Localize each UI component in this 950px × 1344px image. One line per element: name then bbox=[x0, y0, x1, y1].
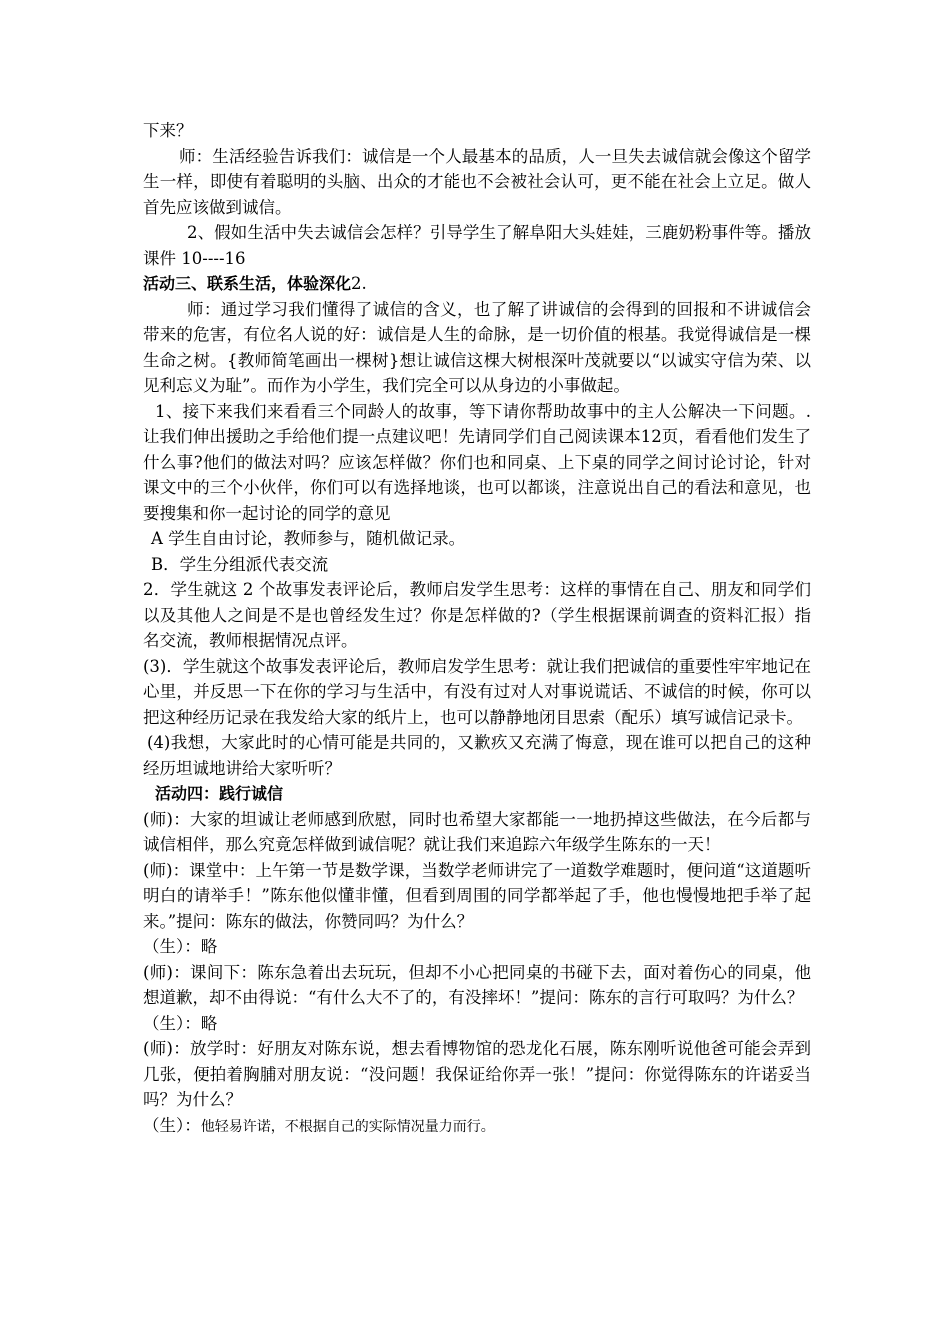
paragraph-student-reply-2: （生）：略 bbox=[143, 1013, 218, 1033]
document-body bbox=[143, 118, 811, 1140]
paragraph-stories: 1、接下来我们来看看三个同龄人的故事，等下请你帮助故事中的主人公解决一下问题。.让我们伸出援助之手给他们提一点建议吧！先请同学们自己阅读课本12页，看看他们发生了什么事?他们的做法对吗？应该怎样做？你们也和同桌、上下桌的同学之间讨论讨论，针对课文中的三个小伙伴，你们可以有选择地谈，也可以都谈，注意说出自己的看法和意见，也要搜集和你一起讨论的同学的意见 bbox=[143, 401, 811, 523]
paragraph-teacher-dismissal: (师)：放学时：好朋友对陈东说，想去看博物馆的恐龙化石展，陈东刚听说他爸可能会弄到几张，便拍着胸脯对朋友说：“没问题！我保证给你弄一张！”提问：你觉得陈东的许诺妥当吗？为什么？ bbox=[143, 1039, 811, 1109]
paragraph-teacher-summary: 师：生活经验告诉我们：诚信是一个人最基本的品质，人一旦失去诚信就会像这个留学生一样，即使有着聪明的头脑、出众的才能也不会被社会认可，更不能在社会上立足。做人首先应该做到诚信。 bbox=[143, 146, 811, 217]
paragraph-question-2: 2、假如生活中失去诚信会怎样？引导学生了解阜阳大头娃娃，三鹿奶粉事件等。播放课件 10----16 bbox=[143, 223, 811, 268]
paragraph-step-3: (3)．学生就这个故事发表评论后，教师启发学生思考：就让我们把诚信的重要性牢牢地记在心里，并反思一下在你的学习与生活中，有没有过对人对事说谎话、不诚信的时候，你可以把这种经历记录在我发给大家的纸片上，也可以静静地闭目思索（配乐）填写诚信记录卡。 bbox=[143, 656, 811, 727]
paragraph-teacher-tree: 师：通过学习我们懂得了诚信的含义，也了解了讲诚信的会得到的回报和不讲诚信会带来的危害，有位名人说的好：诚信是人生的命脉，是一切价值的根基。我觉得诚信是一棵生命之树。{教师简笔画出一棵树}想让诚信这棵大树根深叶茂就要以“以诚实守信为荣、以见利忘义为耻”。而作为小学生，我们完全可以从身边的小事做起。 bbox=[143, 299, 811, 395]
activity-four-heading: 活动四：践行诚信 bbox=[155, 784, 284, 803]
paragraph-teacher-class: (师)：课堂中：上午第一节是数学课，当数学老师讲完了一道数学难题时，便问道“这道题听明白的请举手！”陈东他似懂非懂，但看到周围的同学都举起了手，他也慢慢地把手举了起来。”提问：陈东的做法，你赞同吗？为什么？ bbox=[143, 860, 811, 931]
activity-three-number: 2. bbox=[351, 274, 367, 293]
activity-three-heading bbox=[143, 271, 811, 297]
paragraph-item-a: A 学生自由讨论，教师参与，随机做记录。 bbox=[151, 529, 466, 548]
paragraph-teacher-intro: (师)：大家的坦诚让老师感到欣慰，同时也希望大家都能一一地扔掉这些做法，在今后都与诚信相伴，那么究竟怎样做到诚信呢？就让我们来追踪六年级学生陈东的一天！ bbox=[143, 809, 811, 854]
student-label: （生）： bbox=[143, 1115, 201, 1135]
student-answer: 他轻易许诺，不根据自己的实际情况量力而行。 bbox=[200, 1118, 495, 1135]
paragraph-student-reply-1: （生）：略 bbox=[143, 937, 218, 956]
paragraph-continuation: 下来？ bbox=[143, 121, 193, 140]
paragraph-step-4: (4)我想，大家此时的心情可能是共同的，又歉疚又充满了悔意，现在谁可以把自己的这种经历坦诚地讲给大家听听？ bbox=[143, 733, 811, 778]
paragraph-item-b: B．学生分组派代表交流 bbox=[151, 554, 329, 574]
activity-three-title: 活动三、联系生活，体验深化 bbox=[143, 274, 352, 293]
paragraph-student-reply-3 bbox=[143, 1113, 811, 1141]
paragraph-teacher-break: (师)：课间下：陈东急着出去玩玩，但却不小心把同桌的书碰下去，面对着伤心的同桌，他想道歉，却不由得说：“有什么大不了的，有没摔坏！”提问：陈东的言行可取吗？为什么？ bbox=[143, 962, 811, 1007]
paragraph-step-2: 2．学生就这 2 个故事发表评论后，教师启发学生思考：这样的事情在自己、朋友和同学们以及其他人之间是不是也曾经发生过？你是怎样做的?（学生根据课前调查的资料汇报）指名交流，教师根据情况点评。 bbox=[143, 580, 811, 650]
